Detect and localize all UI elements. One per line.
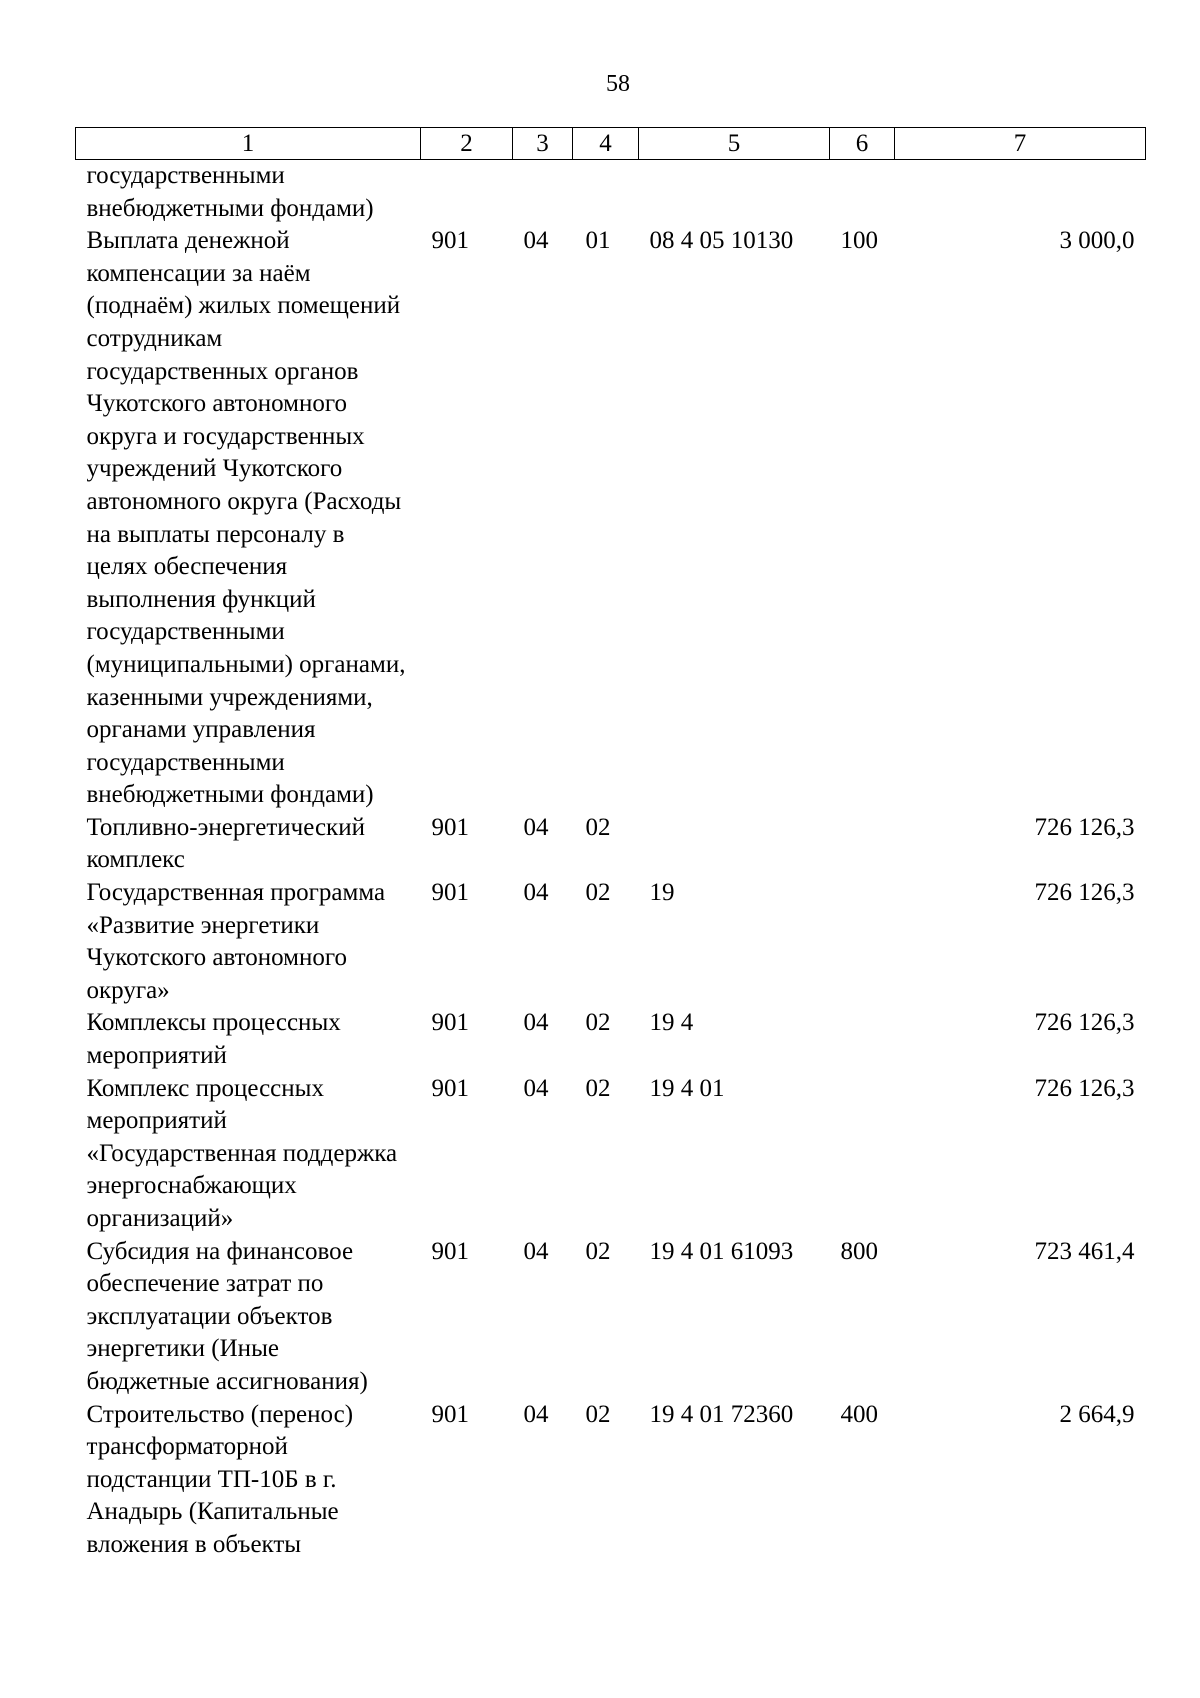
row-col-4: [573, 160, 639, 226]
row-col-6: [830, 877, 895, 1007]
header-col-7: 7: [895, 128, 1146, 160]
row-col-4: 02: [585, 1074, 611, 1102]
row-name: государственными внебюджетными фондами): [86, 162, 374, 222]
row-col-2: 901: [431, 1074, 469, 1102]
row-amount: 3 000,0: [1059, 227, 1135, 255]
row-amount: 726 126,3: [1034, 879, 1135, 907]
row-name: Строительство (перенос) трансформаторной подстанции ТП-10Б в г. Анадырь (Капитальные вложения в объекты: [86, 1400, 354, 1558]
row-name: Государственная программа «Развитие энергетики Чукотского автономного округа»: [86, 879, 386, 1004]
row-col-4: 01: [585, 227, 611, 255]
row-col-3: 04: [523, 1237, 549, 1265]
row-col-2: [421, 160, 513, 226]
row-name: Комплексы процессных мероприятий: [86, 1009, 341, 1070]
row-col-4: 02: [585, 879, 611, 907]
row-col-2: 901: [431, 813, 469, 841]
row-col-5: 19: [649, 879, 675, 907]
budget-table: [75, 127, 1146, 1562]
table-row: [76, 1073, 1146, 1236]
header-col-6: 6: [830, 128, 895, 160]
table-row: [76, 812, 1146, 877]
row-amount: 723 461,4: [1034, 1237, 1135, 1265]
row-col-3: 04: [523, 227, 549, 255]
row-col-6: 100: [840, 227, 878, 255]
page-number: 58: [606, 71, 630, 97]
table-row: [76, 1007, 1146, 1072]
row-name: Комплекс процессных мероприятий «Государственная поддержка энергоснабжающих организаций»: [86, 1074, 398, 1232]
row-col-5: 19 4 01: [649, 1074, 725, 1102]
header-col-3: 3: [513, 128, 573, 160]
row-col-2: 901: [431, 1009, 469, 1037]
row-col-5: 19 4: [649, 1009, 694, 1037]
row-amount: 726 126,3: [1034, 813, 1135, 841]
header-col-1: 1: [76, 128, 421, 160]
row-amount: 726 126,3: [1034, 1074, 1135, 1102]
row-col-2: 901: [431, 227, 469, 255]
row-col-3: 04: [523, 1400, 549, 1428]
header-col-4: 4: [573, 128, 639, 160]
row-col-4: 02: [585, 1237, 611, 1265]
row-name: Выплата денежной компенсации за наём (поднаём) жилых помещений сотрудникам государственных органов Чукотского автономного округа и государственных учреждений Чукотского автономного округа (Расходы на выплаты персоналу в целях обеспечения выполнения функций государственными (муниципальными) органами, казенными учреждениями, органами управления государственными внебюджетными фондами): [86, 227, 406, 809]
row-col-5: [639, 812, 830, 877]
row-col-3: 04: [523, 879, 549, 907]
row-col-4: 02: [585, 1400, 611, 1428]
table-row: [76, 225, 1146, 812]
row-col-2: 901: [431, 1400, 469, 1428]
row-col-3: 04: [523, 1009, 549, 1037]
row-col-6: 800: [840, 1237, 878, 1265]
row-col-5: 19 4 01 72360: [649, 1400, 794, 1428]
row-name: Субсидия на финансовое обеспечение затрат по эксплуатации объектов энергетики (Иные бюджетные ассигнования): [86, 1237, 368, 1395]
row-col-3: 04: [523, 1074, 549, 1102]
row-col-6: [830, 160, 895, 226]
row-name: Топливно-энергетический комплекс: [86, 813, 365, 874]
row-amount: 2 664,9: [1059, 1400, 1135, 1428]
row-col-6: [830, 812, 895, 877]
table-header: [76, 128, 1146, 160]
row-col-5: 08 4 05 10130: [649, 227, 794, 255]
table-body: [76, 160, 1146, 1562]
header-row: [76, 128, 1146, 160]
row-col-2: 901: [431, 1237, 469, 1265]
row-col-2: 901: [431, 879, 469, 907]
row-col-6: 400: [840, 1400, 878, 1428]
header-col-2: 2: [421, 128, 513, 160]
row-col-5: [639, 160, 830, 226]
table-row: [76, 1399, 1146, 1562]
row-col-3: 04: [523, 813, 549, 841]
table-row: [76, 1236, 1146, 1399]
header-col-5: 5: [639, 128, 830, 160]
table-row: [76, 160, 1146, 226]
row-col-5: 19 4 01 61093: [649, 1237, 794, 1265]
row-col-3: [513, 160, 573, 226]
row-col-6: [830, 1073, 895, 1236]
row-amount: 726 126,3: [1034, 1009, 1135, 1037]
row-col-6: [830, 1007, 895, 1072]
row-amount: [895, 160, 1146, 226]
row-col-4: 02: [585, 813, 611, 841]
table-row: [76, 877, 1146, 1007]
row-col-4: 02: [585, 1009, 611, 1037]
